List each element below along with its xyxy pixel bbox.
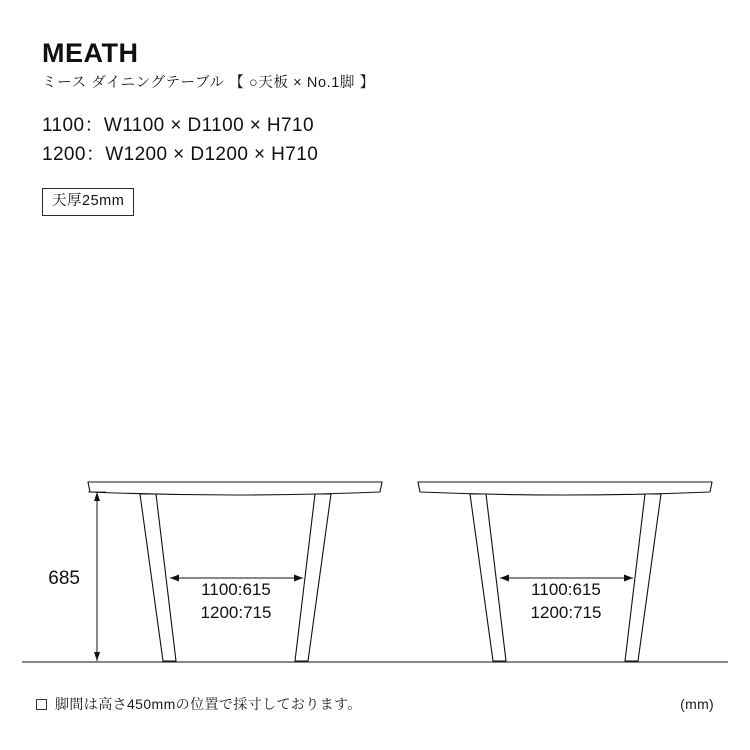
- page-subtitle: ミース ダイニングテーブル 【 ○天板 × No.1脚 】: [42, 75, 375, 91]
- page-title: MEATH: [42, 38, 139, 68]
- square-icon: [36, 699, 47, 710]
- height-label: 685: [48, 568, 80, 589]
- footer-note-text: 脚間は高さ450mmの位置で採寸しております。: [55, 696, 362, 712]
- left-span-arrow-right: [294, 575, 303, 582]
- left-height-arrow-bottom: [94, 652, 100, 661]
- left-table-top: [88, 482, 382, 495]
- dimension-line-1100: 1100：W1100 × D1100 × H710: [42, 115, 314, 137]
- unit-label: (mm): [680, 696, 714, 712]
- right-span-label-1100: 1100:615: [531, 580, 601, 599]
- right-table-top: [418, 482, 712, 495]
- right-span-arrow-right: [624, 575, 633, 582]
- footer-note: [36, 694, 362, 714]
- left-span-arrow-left: [170, 575, 179, 582]
- left-span-label-1100: 1100:615: [201, 580, 271, 599]
- dimension-line-1200: 1200：W1200 × D1200 × H710: [42, 143, 319, 165]
- left-height-arrow-top: [94, 492, 100, 501]
- left-span-label-1200: 1200:715: [200, 603, 272, 622]
- header-block: [42, 40, 702, 216]
- table-elevation-drawing: [0, 440, 750, 690]
- top-thickness-badge: 天厚25mm: [42, 188, 134, 216]
- right-span-label-1200: 1200:715: [530, 603, 602, 622]
- right-span-arrow-left: [500, 575, 509, 582]
